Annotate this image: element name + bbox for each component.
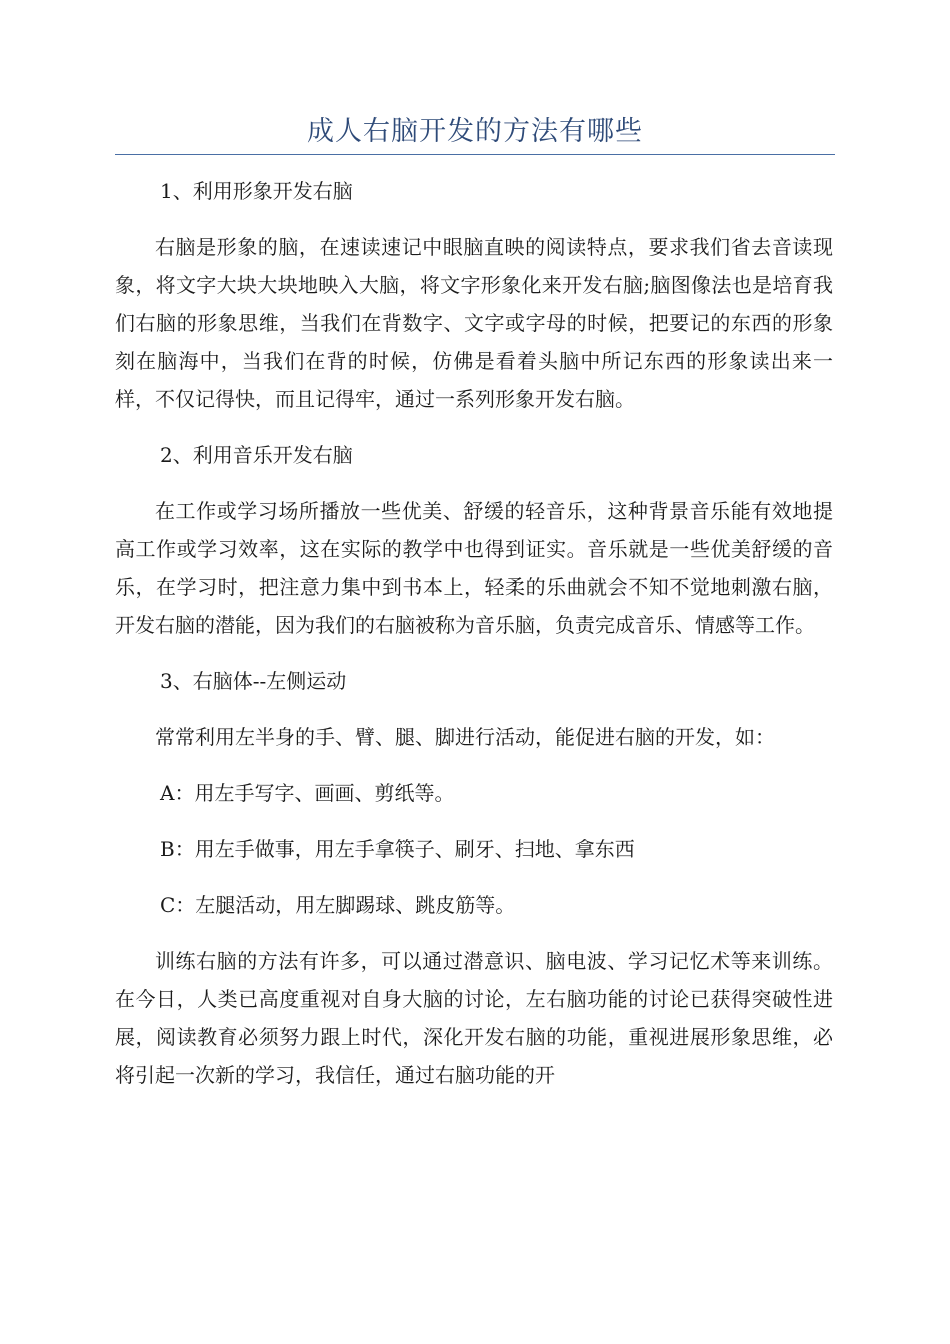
paragraph-2: 在工作或学习场所播放一些优美、舒缓的轻音乐，这种背景音乐能有效地提高工作或学习效率，这在实际的教学中也得到证实。音乐就是一些优美舒缓的音乐，在学习时，把注意力集中到书本上，轻柔的乐曲就会不知不觉地刺激右脑，开发右脑的潜能，因为我们的右脑被称为音乐脑，负责完成音乐、情感等工作。 [115,499,833,637]
section-heading-2: 2、利用音乐开发右脑 [160,443,353,467]
section-heading-1: 1、利用形象开发右脑 [160,179,353,203]
title-underline [115,154,835,155]
list-item-b: B：用左手做事，用左手拿筷子、刷牙、扫地、拿东西 [160,837,635,861]
paragraph-4: 训练右脑的方法有许多，可以通过潜意识、脑电波、学习记忆术等来训练。在今日，人类已高度重视对自身大脑的讨论，左右脑功能的讨论已获得突破性进展，阅读教育必须努力跟上时代，深化开发右脑的功能，重视进展形象思维，必将引起一次新的学习，我信任，通过右脑功能的开 [115,949,833,1087]
document-body [115,172,833,1094]
paragraph-3: 常常利用左半身的手、臂、腿、脚进行活动，能促进右脑的开发，如： [155,725,775,749]
list-item-a: A：用左手写字、画画、剪纸等。 [160,781,455,805]
paragraph-1: 右脑是形象的脑，在速读速记中眼脑直映的阅读特点，要求我们省去音读现象，将文字大块大块地映入大脑，将文字形象化来开发右脑;脑图像法也是培育我们右脑的形象思维，当我们在背数字、文字或字母的时候，把要记的东西的形象刻在脑海中，当我们在背的时候，仿佛是看着头脑中所记东西的形象读出来一样，不仅记得快，而且记得牢，通过一系列形象开发右脑。 [115,235,833,411]
list-item-c: C：左腿活动，用左脚踢球、跳皮筋等。 [160,893,516,917]
document-title: 成人右脑开发的方法有哪些 [307,116,643,147]
section-heading-3: 3、右脑体--左侧运动 [160,669,347,693]
